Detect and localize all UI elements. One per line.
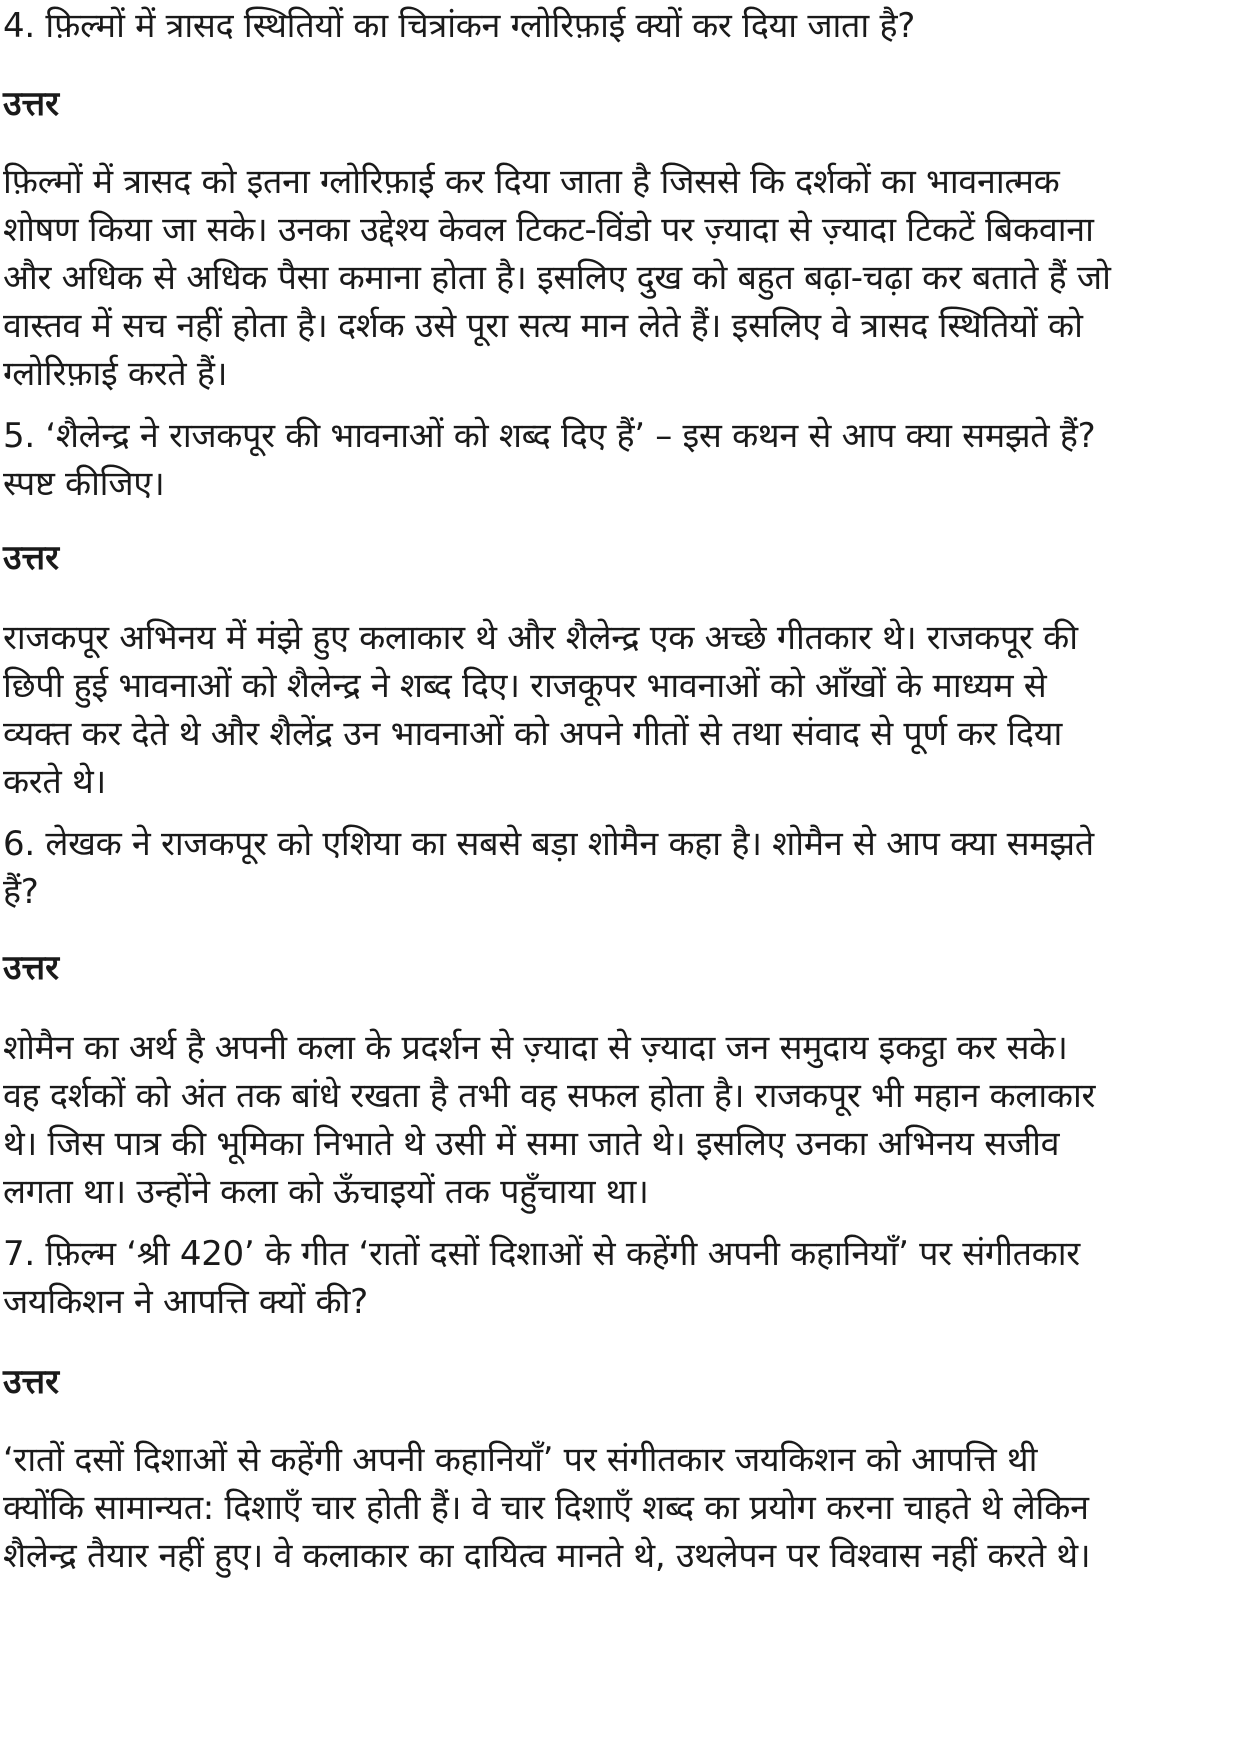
question-6: 6. लेखक ने राजकपूर को एशिया का सबसे बड़ा शोमैन कहा है। शोमैन से आप क्या समझते हैं? [3,824,1094,912]
question-4: 4. फ़िल्मों में त्रासद स्थितियों का चित्रांकन ग्लोरिफ़ाई क्यों कर दिया जाता है? [3,6,915,46]
answer-heading-5: उत्तर [3,538,60,578]
question-5: 5. ‘शैलेन्द्र ने राजकपूर की भावनाओं को शब्द दिए हैं’ – इस कथन से आप क्या समझते हैं? स्पष्ट कीजिए। [3,416,1096,504]
answer-heading-6: उत्तर [3,948,60,988]
answer-heading-4: उत्तर [3,84,60,124]
answer-7: ‘रातों दसों दिशाओं से कहेंगी अपनी कहानियाँ’ पर संगीतकार जयकिशन को आपत्ति थी क्योंकि सामान्यत: दिशाएँ चार होती हैं। वे चार दिशाएँ शब्द का प्रयोग करना चाहते थे लेकिन शैलेन्द्र तैयार नहीं हुए। वे कलाकार का दायित्व मानते थे, उथलेपन पर विश्वास नहीं करते थे। [3,1440,1091,1576]
question-7: 7. फ़िल्म ‘श्री 420’ के गीत ‘रातों दसों दिशाओं से कहेंगी अपनी कहानियाँ’ पर संगीतकार जयकिशन ने आपत्ति क्यों की? [3,1234,1080,1322]
answer-4: फ़िल्मों में त्रासद को इतना ग्लोरिफ़ाई कर दिया जाता है जिससे कि दर्शकों का भावनात्मक शोषण किया जा सके। उनका उद्देश्य केवल टिकट-विंडो पर ज़्यादा से ज़्यादा टिकटें बिकवाना और अधिक से अधिक पैसा कमाना होता है। इसलिए दुख को बहुत बढ़ा-चढ़ा कर बताते हैं जो वास्तव में सच नहीं होता है। दर्शक उसे पूरा सत्य मान लेते हैं। इसलिए वे त्रासद स्थितियों को ग्लोरिफ़ाई करते हैं। [3,162,1111,394]
answer-heading-7: उत्तर [3,1362,60,1402]
answer-6: शोमैन का अर्थ है अपनी कला के प्रदर्शन से ज़्यादा से ज़्यादा जन समुदाय इकट्ठा कर सके। वह दर्शकों को अंत तक बांधे रखता है तभी वह सफल होता है। राजकपूर भी महान कलाकार थे। जिस पात्र की भूमिका निभाते थे उसी में समा जाते थे। इसलिए उनका अभिनय सजीव लगता था। उन्होंने कला को ऊँचाइयों तक पहुँचाया था। [3,1028,1096,1212]
answer-5: राजकपूर अभिनय में मंझे हुए कलाकार थे और शैलेन्द्र एक अच्छे गीतकार थे। राजकपूर की छिपी हुई भावनाओं को शैलेन्द्र ने शब्द दिए। राजकूपर भावनाओं को आँखों के माध्यम से व्यक्त कर देते थे और शैलेंद्र उन भावनाओं को अपने गीतों से तथा संवाद से पूर्ण कर दिया करते थे। [3,618,1078,802]
